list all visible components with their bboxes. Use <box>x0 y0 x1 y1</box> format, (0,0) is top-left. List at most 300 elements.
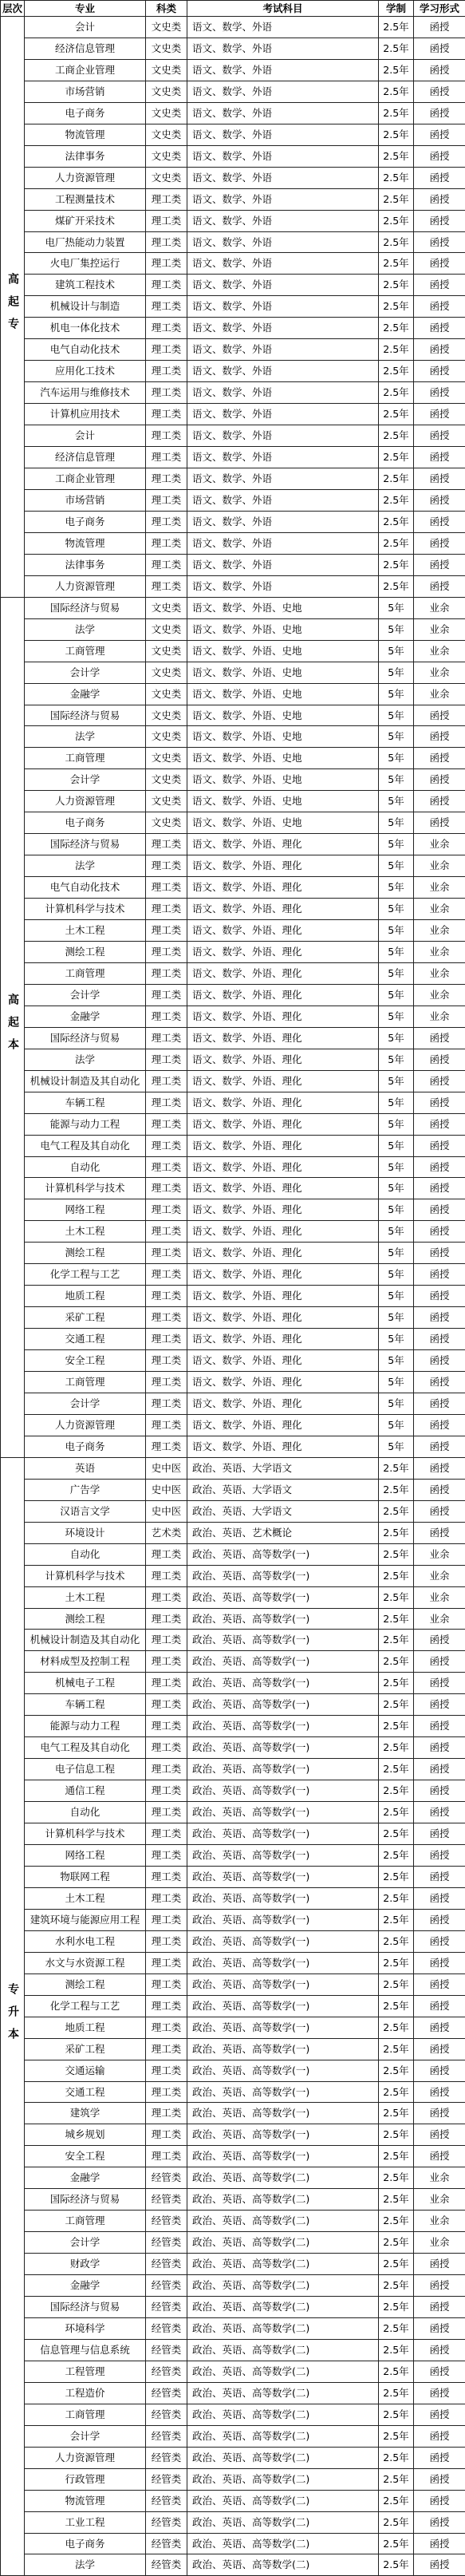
table-row <box>1 296 465 318</box>
duration-cell: 2.5年 <box>379 425 414 447</box>
duration-cell: 2.5年 <box>379 145 414 167</box>
category-cell: 文史类 <box>146 726 187 748</box>
exam-cell: 政治、英语、高等数学(一) <box>187 1802 379 1823</box>
table-row <box>1 705 465 726</box>
duration-cell: 2.5年 <box>379 188 414 210</box>
table-row <box>1 2339 465 2361</box>
duration-cell: 5年 <box>379 834 414 855</box>
category-cell: 理工类 <box>146 1543 187 1565</box>
table-row <box>1 145 465 167</box>
duration-cell: 2.5年 <box>379 532 414 554</box>
category-cell: 理工类 <box>146 1909 187 1930</box>
exam-cell: 语文、数学、外语 <box>187 404 379 425</box>
exam-cell: 语文、数学、外语、理化 <box>187 1070 379 1092</box>
major-cell: 火电厂集控运行 <box>25 253 146 275</box>
mode-cell: 业余 <box>414 2167 465 2189</box>
exam-cell: 政治、英语、高等数学(二) <box>187 2339 379 2361</box>
duration-cell: 2.5年 <box>379 1630 414 1651</box>
major-cell: 通信工程 <box>25 1780 146 1802</box>
table-row <box>1 1264 465 1286</box>
exam-cell: 政治、英语、高等数学(二) <box>187 2232 379 2254</box>
exam-cell: 语文、数学、外语 <box>187 575 379 597</box>
exam-cell: 语文、数学、外语 <box>187 382 379 404</box>
duration-cell: 2.5年 <box>379 1716 414 1737</box>
table-body <box>1 17 465 2576</box>
major-cell: 测绘工程 <box>25 1608 146 1630</box>
duration-cell: 5年 <box>379 1221 414 1243</box>
major-cell: 广告学 <box>25 1479 146 1500</box>
duration-cell: 2.5年 <box>379 2533 414 2554</box>
mode-cell: 业余 <box>414 1543 465 1565</box>
table-row <box>1 618 465 640</box>
major-cell: 土木工程 <box>25 1887 146 1909</box>
duration-cell: 2.5年 <box>379 1479 414 1500</box>
duration-cell: 5年 <box>379 1156 414 1178</box>
major-cell: 会计学 <box>25 662 146 683</box>
duration-cell: 2.5年 <box>379 318 414 339</box>
major-cell: 车辆工程 <box>25 1694 146 1716</box>
major-cell: 土木工程 <box>25 920 146 942</box>
category-cell: 文史类 <box>146 167 187 188</box>
category-cell: 经管类 <box>146 2361 187 2382</box>
mode-cell: 业余 <box>414 941 465 962</box>
exam-cell: 语文、数学、外语、理化 <box>187 1156 379 1178</box>
mode-cell: 函授 <box>414 532 465 554</box>
mode-cell: 函授 <box>414 1500 465 1522</box>
major-cell: 汽车运用与维修技术 <box>25 382 146 404</box>
category-cell: 理工类 <box>146 210 187 231</box>
category-cell: 理工类 <box>146 404 187 425</box>
exam-cell: 政治、英语、高等数学(一) <box>187 1823 379 1845</box>
duration-cell: 5年 <box>379 899 414 920</box>
duration-cell: 2.5年 <box>379 2361 414 2382</box>
exam-cell: 政治、英语、高等数学(一) <box>187 1716 379 1737</box>
major-cell: 地质工程 <box>25 2017 146 2038</box>
exam-cell: 语文、数学、外语 <box>187 554 379 575</box>
table-row <box>1 877 465 899</box>
duration-cell: 2.5年 <box>379 1823 414 1845</box>
mode-cell: 函授 <box>414 791 465 812</box>
mode-cell: 函授 <box>414 1673 465 1694</box>
mode-cell: 函授 <box>414 1372 465 1393</box>
mode-cell: 业余 <box>414 2211 465 2232</box>
mode-cell: 函授 <box>414 124 465 145</box>
exam-cell: 政治、英语、高等数学(一) <box>187 1845 379 1867</box>
major-cell: 会计学 <box>25 1393 146 1415</box>
major-cell: 汉语言文学 <box>25 1500 146 1522</box>
table-row <box>1 167 465 188</box>
duration-cell: 2.5年 <box>379 489 414 511</box>
table-row <box>1 640 465 662</box>
exam-cell: 语文、数学、外语、理化 <box>187 1393 379 1415</box>
major-cell: 法学 <box>25 855 146 877</box>
major-cell: 人力资源管理 <box>25 791 146 812</box>
mode-cell: 函授 <box>414 2017 465 2038</box>
header-exam: 考试科目 <box>187 1 379 17</box>
duration-cell: 5年 <box>379 748 414 769</box>
category-cell: 理工类 <box>146 1780 187 1802</box>
duration-cell: 5年 <box>379 1092 414 1113</box>
table-row <box>1 2017 465 2038</box>
mode-cell: 函授 <box>414 1329 465 1350</box>
category-cell: 理工类 <box>146 1070 187 1092</box>
table-row <box>1 769 465 791</box>
duration-cell: 2.5年 <box>379 59 414 81</box>
category-cell: 理工类 <box>146 877 187 899</box>
major-cell: 电子商务 <box>25 511 146 532</box>
category-cell: 理工类 <box>146 1436 187 1457</box>
duration-cell: 5年 <box>379 1243 414 1264</box>
major-cell: 城乡规划 <box>25 2124 146 2146</box>
exam-cell: 政治、英语、高等数学(一) <box>187 1694 379 1716</box>
category-cell: 文史类 <box>146 38 187 59</box>
category-cell: 理工类 <box>146 1221 187 1243</box>
major-cell: 交通工程 <box>25 2081 146 2103</box>
duration-cell: 5年 <box>379 640 414 662</box>
mode-cell: 函授 <box>414 1221 465 1243</box>
duration-cell: 5年 <box>379 920 414 942</box>
mode-cell: 函授 <box>414 1909 465 1930</box>
header-level: 层次 <box>1 1 25 17</box>
duration-cell: 5年 <box>379 1393 414 1415</box>
exam-cell: 语文、数学、外语、理化 <box>187 855 379 877</box>
table-row <box>1 1372 465 1393</box>
major-cell: 自动化 <box>25 1156 146 1178</box>
major-cell: 法学 <box>25 618 146 640</box>
duration-cell: 2.5年 <box>379 575 414 597</box>
category-cell: 理工类 <box>146 188 187 210</box>
exam-cell: 语文、数学、外语、理化 <box>187 1243 379 1264</box>
mode-cell: 函授 <box>414 748 465 769</box>
major-cell: 环境科学 <box>25 2317 146 2339</box>
major-cell: 电子信息工程 <box>25 1759 146 1780</box>
exam-cell: 政治、英语、大学语文 <box>187 1479 379 1500</box>
category-cell: 文史类 <box>146 662 187 683</box>
exam-cell: 语文、数学、外语、理化 <box>187 834 379 855</box>
exam-cell: 政治、英语、高等数学(一) <box>187 1973 379 1995</box>
exam-cell: 语文、数学、外语、理化 <box>187 1436 379 1457</box>
exam-cell: 政治、英语、高等数学(二) <box>187 2425 379 2447</box>
duration-cell: 2.5年 <box>379 2425 414 2447</box>
mode-cell: 业余 <box>414 662 465 683</box>
duration-cell: 2.5年 <box>379 1973 414 1995</box>
mode-cell: 函授 <box>414 2124 465 2146</box>
table-row <box>1 1113 465 1135</box>
header-duration: 学制 <box>379 1 414 17</box>
table-row <box>1 1350 465 1372</box>
category-cell: 理工类 <box>146 1156 187 1178</box>
table-row <box>1 962 465 984</box>
mode-cell: 函授 <box>414 1436 465 1457</box>
exam-cell: 语文、数学、外语、理化 <box>187 1113 379 1135</box>
table-row <box>1 1802 465 1823</box>
mode-cell: 函授 <box>414 339 465 361</box>
mode-cell: 函授 <box>414 726 465 748</box>
major-cell: 机械设计制造及其自动化 <box>25 1630 146 1651</box>
mode-cell: 函授 <box>414 188 465 210</box>
exam-cell: 政治、英语、高等数学(一) <box>187 1866 379 1887</box>
header-mode: 学习形式 <box>414 1 465 17</box>
exam-cell: 政治、英语、高等数学(二) <box>187 2533 379 2554</box>
mode-cell: 函授 <box>414 769 465 791</box>
duration-cell: 5年 <box>379 1307 414 1329</box>
duration-cell: 2.5年 <box>379 1608 414 1630</box>
major-cell: 市场营销 <box>25 489 146 511</box>
mode-cell: 函授 <box>414 296 465 318</box>
table-row <box>1 791 465 812</box>
exam-cell: 语文、数学、外语 <box>187 102 379 124</box>
exam-cell: 语文、数学、外语、史地 <box>187 705 379 726</box>
category-cell: 理工类 <box>146 361 187 382</box>
table-row <box>1 447 465 468</box>
major-cell: 会计 <box>25 17 146 38</box>
table-row <box>1 920 465 942</box>
duration-cell: 2.5年 <box>379 2554 414 2576</box>
exam-cell: 语文、数学、外语、理化 <box>187 1264 379 1286</box>
duration-cell: 2.5年 <box>379 382 414 404</box>
exam-cell: 语文、数学、外语、理化 <box>187 1027 379 1049</box>
exam-cell: 政治、英语、高等数学(二) <box>187 2297 379 2318</box>
duration-cell: 2.5年 <box>379 1780 414 1802</box>
duration-cell: 2.5年 <box>379 1802 414 1823</box>
major-cell: 计算机应用技术 <box>25 404 146 425</box>
table-row <box>1 2254 465 2275</box>
duration-cell: 5年 <box>379 1414 414 1436</box>
table-row <box>1 532 465 554</box>
table-row <box>1 1414 465 1436</box>
category-cell: 理工类 <box>146 2146 187 2167</box>
mode-cell: 函授 <box>414 511 465 532</box>
major-cell: 物联网工程 <box>25 1866 146 1887</box>
exam-cell: 语文、数学、外语、理化 <box>187 962 379 984</box>
exam-cell: 语文、数学、外语 <box>187 275 379 296</box>
major-cell: 计算机科学与技术 <box>25 899 146 920</box>
exam-cell: 政治、英语、高等数学(二) <box>187 2317 379 2339</box>
category-cell: 理工类 <box>146 1199 187 1221</box>
mode-cell: 函授 <box>414 1457 465 1479</box>
exam-cell: 语文、数学、外语 <box>187 17 379 38</box>
duration-cell: 2.5年 <box>379 1500 414 1522</box>
major-cell: 电子商务 <box>25 2533 146 2554</box>
exam-cell: 语文、数学、外语、史地 <box>187 812 379 834</box>
table-row <box>1 834 465 855</box>
category-cell: 理工类 <box>146 1694 187 1716</box>
mode-cell: 函授 <box>414 1759 465 1780</box>
mode-cell: 函授 <box>414 1307 465 1329</box>
mode-cell: 业余 <box>414 899 465 920</box>
mode-cell: 函授 <box>414 275 465 296</box>
duration-cell: 2.5年 <box>379 2103 414 2124</box>
category-cell: 理工类 <box>146 425 187 447</box>
mode-cell: 函授 <box>414 38 465 59</box>
exam-cell: 语文、数学、外语、理化 <box>187 877 379 899</box>
mode-cell: 函授 <box>414 253 465 275</box>
major-cell: 工业工程 <box>25 2511 146 2533</box>
mode-cell: 函授 <box>414 1350 465 1372</box>
exam-cell: 语文、数学、外语 <box>187 468 379 490</box>
mode-cell: 函授 <box>414 1092 465 1113</box>
category-cell: 理工类 <box>146 1930 187 1952</box>
table-row <box>1 1694 465 1716</box>
category-cell: 经管类 <box>146 2275 187 2297</box>
table-row <box>1 1737 465 1759</box>
mode-cell: 业余 <box>414 877 465 899</box>
major-cell: 法学 <box>25 726 146 748</box>
duration-cell: 2.5年 <box>379 1565 414 1586</box>
mode-cell: 函授 <box>414 404 465 425</box>
duration-cell: 5年 <box>379 1436 414 1457</box>
mode-cell: 函授 <box>414 81 465 102</box>
table-row <box>1 1329 465 1350</box>
mode-cell: 函授 <box>414 705 465 726</box>
category-cell: 经管类 <box>146 2339 187 2361</box>
major-cell: 财政学 <box>25 2254 146 2275</box>
duration-cell: 2.5年 <box>379 2124 414 2146</box>
category-cell: 文史类 <box>146 705 187 726</box>
table-row <box>1 1845 465 1867</box>
exam-cell: 政治、英语、高等数学(二) <box>187 2468 379 2490</box>
major-cell: 建筑环境与能源应用工程 <box>25 1909 146 1930</box>
mode-cell: 业余 <box>414 1565 465 1586</box>
table-row <box>1 275 465 296</box>
exam-cell: 政治、英语、高等数学(一) <box>187 1930 379 1952</box>
major-cell: 金融学 <box>25 2275 146 2297</box>
duration-cell: 2.5年 <box>379 1952 414 1973</box>
category-cell: 文史类 <box>146 683 187 705</box>
exam-cell: 政治、英语、高等数学(一) <box>187 2060 379 2081</box>
category-cell: 文史类 <box>146 640 187 662</box>
major-cell: 土木工程 <box>25 1586 146 1608</box>
mode-cell: 函授 <box>414 2490 465 2511</box>
duration-cell: 2.5年 <box>379 2275 414 2297</box>
major-cell: 电子商务 <box>25 102 146 124</box>
mode-cell: 函授 <box>414 1694 465 1716</box>
exam-cell: 语文、数学、外语、史地 <box>187 597 379 618</box>
category-cell: 文史类 <box>146 102 187 124</box>
mode-cell: 函授 <box>414 2447 465 2468</box>
mode-cell: 函授 <box>414 1823 465 1845</box>
category-cell: 理工类 <box>146 1113 187 1135</box>
category-cell: 理工类 <box>146 1049 187 1070</box>
duration-cell: 5年 <box>379 1329 414 1350</box>
table-row <box>1 1243 465 1264</box>
level-cell: 高起本 <box>1 597 25 1457</box>
exam-cell: 政治、英语、高等数学(一) <box>187 2081 379 2103</box>
exam-cell: 语文、数学、外语 <box>187 38 379 59</box>
category-cell: 经管类 <box>146 2447 187 2468</box>
major-cell: 计算机科学与技术 <box>25 1178 146 1199</box>
table-row <box>1 683 465 705</box>
mode-cell: 函授 <box>414 102 465 124</box>
mode-cell: 函授 <box>414 382 465 404</box>
duration-cell: 2.5年 <box>379 2511 414 2533</box>
table-row <box>1 1759 465 1780</box>
duration-cell: 5年 <box>379 1199 414 1221</box>
mode-cell: 函授 <box>414 145 465 167</box>
table-row <box>1 1393 465 1415</box>
exam-cell: 政治、英语、高等数学(一) <box>187 2103 379 2124</box>
table-row <box>1 124 465 145</box>
major-cell: 国际经济与贸易 <box>25 834 146 855</box>
mode-cell: 函授 <box>414 318 465 339</box>
category-cell: 理工类 <box>146 1264 187 1286</box>
table-row <box>1 2404 465 2425</box>
table-row <box>1 984 465 1006</box>
table-row <box>1 1780 465 1802</box>
duration-cell: 2.5年 <box>379 81 414 102</box>
major-cell: 电气工程及其自动化 <box>25 1737 146 1759</box>
major-cell: 自动化 <box>25 1802 146 1823</box>
duration-cell: 2.5年 <box>379 210 414 231</box>
table-row <box>1 231 465 253</box>
exam-cell: 语文、数学、外语 <box>187 59 379 81</box>
table-row <box>1 17 465 38</box>
duration-cell: 5年 <box>379 769 414 791</box>
exam-cell: 政治、英语、高等数学(一) <box>187 1543 379 1565</box>
exam-cell: 语文、数学、外语、理化 <box>187 1092 379 1113</box>
exam-cell: 语文、数学、外语 <box>187 489 379 511</box>
major-cell: 工商管理 <box>25 2211 146 2232</box>
table-row <box>1 2124 465 2146</box>
major-cell: 机械设计与制造 <box>25 296 146 318</box>
mode-cell: 函授 <box>414 1070 465 1092</box>
table-row <box>1 489 465 511</box>
exam-cell: 语文、数学、外语、理化 <box>187 1372 379 1393</box>
category-cell: 理工类 <box>146 855 187 877</box>
category-cell: 理工类 <box>146 1565 187 1586</box>
major-cell: 人力资源管理 <box>25 1414 146 1436</box>
exam-cell: 语文、数学、外语 <box>187 81 379 102</box>
category-cell: 理工类 <box>146 984 187 1006</box>
table-row <box>1 468 465 490</box>
mode-cell: 函授 <box>414 1887 465 1909</box>
exam-cell: 语文、数学、外语、史地 <box>187 683 379 705</box>
duration-cell: 5年 <box>379 1372 414 1393</box>
category-cell: 理工类 <box>146 1716 187 1737</box>
mode-cell: 函授 <box>414 1286 465 1307</box>
category-cell: 文史类 <box>146 145 187 167</box>
duration-cell: 5年 <box>379 1350 414 1372</box>
category-cell: 经管类 <box>146 2167 187 2189</box>
table-row <box>1 1006 465 1027</box>
duration-cell: 2.5年 <box>379 2189 414 2211</box>
mode-cell: 函授 <box>414 1930 465 1952</box>
exam-cell: 政治、英语、高等数学(二) <box>187 2511 379 2533</box>
mode-cell: 函授 <box>414 1027 465 1049</box>
table-row <box>1 210 465 231</box>
major-cell: 物流管理 <box>25 124 146 145</box>
table-row <box>1 2060 465 2081</box>
major-cell: 国际经济与贸易 <box>25 1027 146 1049</box>
duration-cell: 5年 <box>379 1049 414 1070</box>
major-cell: 测绘工程 <box>25 941 146 962</box>
major-cell: 人力资源管理 <box>25 575 146 597</box>
major-cell: 测绘工程 <box>25 1243 146 1264</box>
major-cell: 人力资源管理 <box>25 2447 146 2468</box>
exam-cell: 政治、英语、艺术概论 <box>187 1522 379 1543</box>
exam-cell: 语文、数学、外语、理化 <box>187 1414 379 1436</box>
duration-cell: 5年 <box>379 1286 414 1307</box>
table-row <box>1 1866 465 1887</box>
category-cell: 文史类 <box>146 791 187 812</box>
mode-cell: 函授 <box>414 231 465 253</box>
duration-cell: 2.5年 <box>379 2232 414 2254</box>
duration-cell: 2.5年 <box>379 2382 414 2404</box>
category-cell: 理工类 <box>146 1586 187 1608</box>
exam-cell: 语文、数学、外语、理化 <box>187 1286 379 1307</box>
table-row <box>1 2081 465 2103</box>
exam-cell: 语文、数学、外语、理化 <box>187 1307 379 1329</box>
